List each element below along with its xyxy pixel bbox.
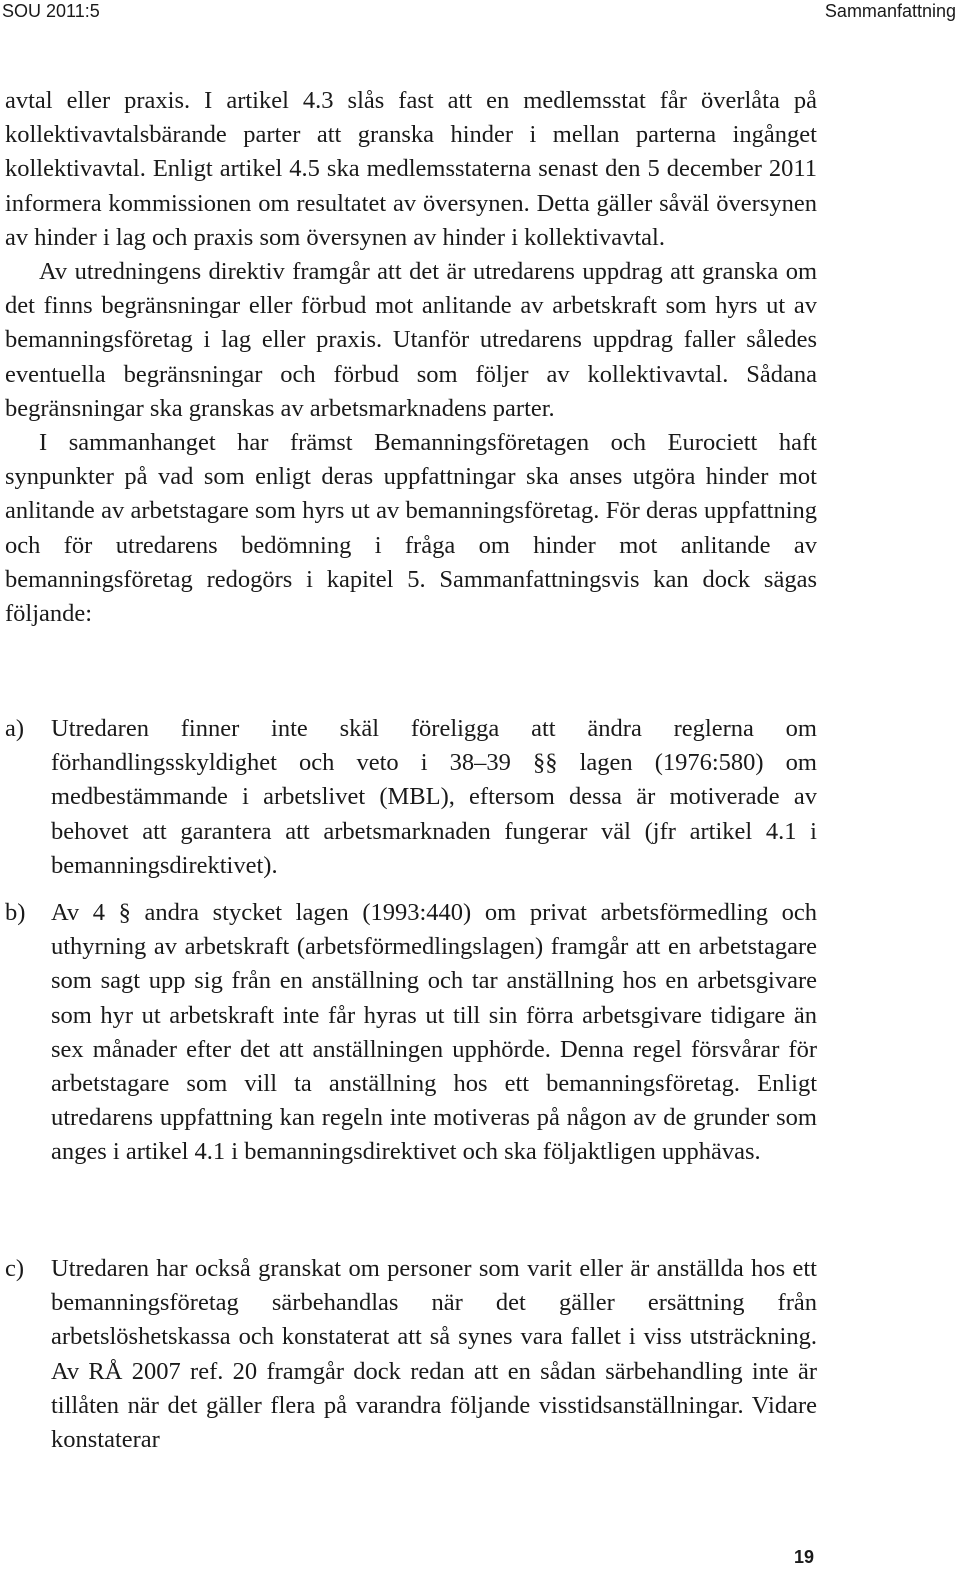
list-marker: c): [5, 1255, 25, 1282]
paragraph: Av utredningens direktiv framgår att det är utredarens uppdrag att granska om det finns begränsningar eller förbud mot anlitande av arbetskraft som hyrs ut av bemanningsföretag i lag eller praxis. Utanför utredarens uppdrag faller således eventuella begränsningar och förbud som följer av kollektivavtal. Sådana begränsningar ska granskas av arbetsmarknadens parter.: [5, 258, 817, 422]
list-item: [5, 1252, 817, 1457]
list-item-text: Av 4 § andra stycket lagen (1993:440) om privat arbetsförmedling och uthyrning av arbetskraft (arbetsförmedlingslagen) framgår att en arbetstagare som sagt upp sig från en anställning och tar anställning hos en arbetsgivare som hyr ut arbetskraft inte får hyras ut till sin förra arbetsgivare tidigare än sex månader efter det att anställningen upphörde. Denna regel försvårar för arbetstagare som vill ta anställning hos ett bemanningsföretag. Enligt utredarens uppfattning kan regeln inte motiveras på någon av de grunder som anges i artikel 4.1 i bemanningsdirektivet och ska följaktligen upphävas.: [51, 899, 817, 1166]
body-text: [5, 84, 817, 631]
page-number: 19: [794, 1547, 815, 1567]
list-marker: a): [5, 715, 25, 742]
report-id: SOU 2011:5: [2, 1, 100, 21]
paragraph: I sammanhanget har främst Bemanningsföretagen och Eurociett haft synpunkter på vad som enligt deras uppfattningar ska anses utgöra hinder mot anlitande av arbetstagare som hyrs ut av bemanningsföretag. För deras uppfattning och för utredarens bedömning i fråga om hinder mot anlitande av bemanningsföretag redogörs i kapitel 5. Sammanfattningsvis kan dock sägas följande:: [5, 429, 817, 628]
page-header: [0, 0, 960, 26]
paragraph: avtal eller praxis. I artikel 4.3 slås fast att en medlemsstat får överlåta på kollektivavtalsbärande parter att granska hinder i mellan parterna ingånget kollektivavtal. Enligt artikel 4.5 ska medlemsstaterna senast den 5 december 2011 informera kommissionen om resultatet av översynen. Detta gäller såväl översynen av hinder i lag och praxis som översynen av hinder i kollektivavtal.: [5, 87, 817, 251]
list-item-text: Utredaren har också granskat om personer som varit eller är anställda hos ett bemanningsföretag särbehandlas när det gäller ersättning från arbetslöshetskassa och konstaterat att så synes vara fallet i viss utsträckning. Av RÅ 2007 ref. 20 framgår dock redan att en sådan särbehandling inte är tillåten när det gäller flera på varandra följande visstidsanställningar. Vidare konstaterar: [51, 1255, 817, 1454]
list-item: [5, 896, 817, 1170]
list-marker: b): [5, 899, 26, 926]
list-item-text: Utredaren finner inte skäl föreligga att ändra reglerna om förhandlingsskyldighet och veto i 38–39 §§ lagen (1976:580) om medbestämmande i arbetslivet (MBL), eftersom dessa är motiverade av behovet att garantera att arbetsmarknaden fungerar väl (jfr artikel 4.1 i bemanningsdirektivet).: [51, 715, 817, 879]
list-item: [5, 712, 817, 883]
section-title: Sammanfattning: [824, 1, 956, 21]
